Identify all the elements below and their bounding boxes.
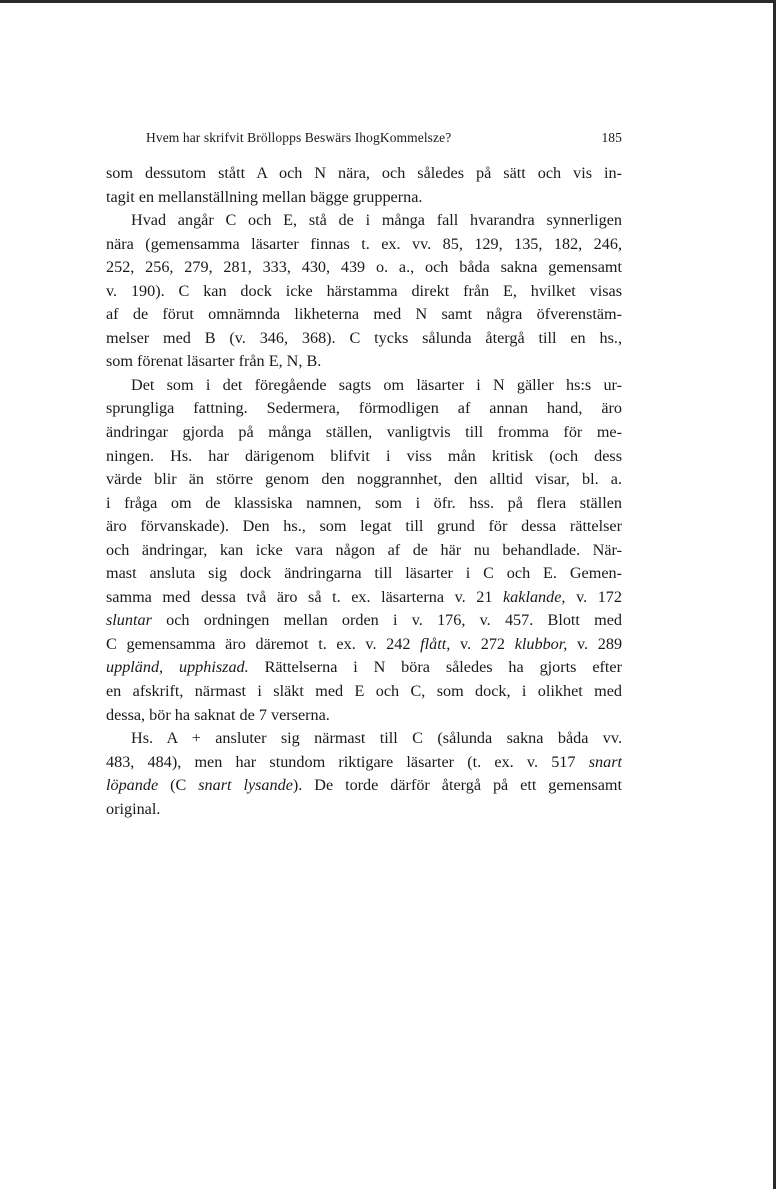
text-line: som förenat läsarter från E, N, B. [106,352,322,371]
text-line: som dessutom stått A och N nära, och således på sätt och vis in- [106,164,622,182]
paragraph-2 [106,209,622,374]
text-line: och ändringar, kan icke vara någon af de här nu behandlade. När- [106,540,622,559]
text-line: äro förvanskade). Den hs., som legat till grund för dessa rättelser [106,517,622,536]
text-line [106,633,622,657]
paragraph-4 [106,727,622,821]
text-line: ningen. Hs. har därigenom blifvit i viss mån kritisk (och dess [106,446,622,465]
text-line: i fråga om de klassiska namnen, som i öfr. hss. på flera ställen [106,493,622,512]
text-line: dessa, bör ha saknat de 7 verserna. [106,705,330,724]
text-line [106,774,622,798]
text-line: sprungliga fattning. Sedermera, förmodligen af annan hand, äro [106,399,622,418]
text-line: Det som i det föregående sagts om läsarter i N gäller hs:s ur- [131,375,622,394]
text-line: 252, 256, 279, 281, 333, 430, 439 o. a., och båda sakna gemensamt [106,258,622,277]
italic-term: sluntar [106,611,152,630]
text-line: tagit en mellanställning mellan bägge grupperna. [106,187,423,206]
text-segment: ). De torde därför återgå på ett gemensamt [292,776,622,795]
text-line: melser med B (v. 346, 368). C tycks sålunda återgå till en hs., [106,328,622,347]
text-segment: (C [170,776,199,795]
text-segment: och ordningen mellan orden i v. 176, v. 457. Blott med [166,611,623,630]
body-text [106,162,622,821]
italic-term: kaklande, [503,587,566,606]
text-line: mast ansluta sig dock ändringarna till läsarter i C och E. Gemen- [106,564,622,583]
italic-term: flått, [420,634,451,653]
italic-term: uppländ, upphiszad. [106,658,249,677]
text-segment: samma med dessa två äro så t. ex. läsarterna v. 21 [106,587,503,606]
book-page [106,126,622,821]
text-line [106,751,622,775]
text-line: Hvad angår C och E, stå de i många fall hvarandra synnerligen [131,211,622,230]
text-line: en afskrift, närmast i släkt med E och C, som dock, i olikhet med [106,682,622,701]
paragraph-3 [106,374,622,727]
text-line [106,609,622,633]
text-line: original. [106,799,161,818]
text-line: v. 190). C kan dock icke härstamma direkt från E, hvilket visas [106,281,622,300]
italic-term: snart lysande [198,776,293,795]
text-line: af de förut omnämnda likheterna med N samt några öfverenstäm- [106,305,622,324]
scan-border-top [0,0,776,3]
italic-term: löpande [106,776,159,795]
text-segment: v. 289 [577,634,623,653]
text-segment: v. 272 [459,634,506,653]
text-line [106,656,622,680]
text-segment: Rättelserna i N böra således ha gjorts efter [264,658,622,677]
page-number: 185 [601,130,622,145]
text-line: Hs. A + ansluter sig närmast till C (sålunda sakna båda vv. [131,729,622,748]
italic-term: klubbor, [514,634,568,653]
text-segment: 483, 484), men har stundom riktigare läsarter (t. ex. v. 517 [106,752,589,771]
text-line: nära (gemensamma läsarter finnas t. ex. vv. 85, 129, 135, 182, 246, [106,234,622,253]
text-segment: v. 172 [576,587,622,606]
running-head-title: Hvem har skrifvit Bröllopps Beswärs IhogKommelsze? [146,130,452,145]
text-line: ändringar gjorda på många ställen, vanligtvis till fromma för me- [106,423,622,442]
running-head [106,126,622,148]
italic-term: snart [588,752,622,771]
paragraph-1 [106,162,622,209]
text-line [106,586,622,610]
text-line: värde blir än större genom den noggrannhet, den alltid visar, bl. a. [106,470,622,489]
text-segment: C gemensamma äro däremot t. ex. v. 242 [106,634,421,653]
